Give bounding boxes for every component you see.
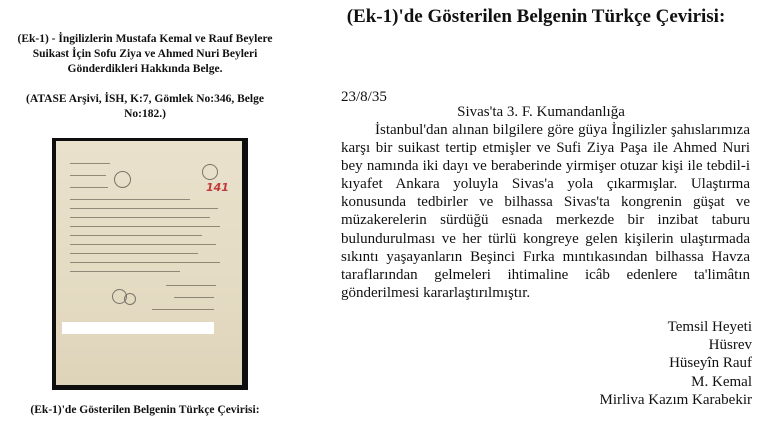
signature-line: Temsil Heyeti: [667, 319, 752, 335]
handwriting-line: [70, 187, 108, 188]
seal-stamp: [202, 164, 218, 180]
document-caption: (Ek-1) - İngilizlerin Mustafa Kemal ve Rauf Beylere Suikast İçin Sofu Ziya ve Ahmed Nuri Beyleri Gönderdikleri Hakkında Belge.: [17, 33, 273, 75]
handwriting-line: [70, 262, 220, 263]
handwriting-line: [70, 208, 218, 209]
handwriting-line: [174, 297, 214, 298]
archival-document-image: [52, 138, 248, 390]
handwriting-line: [70, 199, 190, 200]
red-archive-number: 141: [206, 181, 229, 194]
handwriting-line: [70, 235, 202, 236]
signature-block: [560, 318, 752, 409]
letter-date: 23/8/35: [341, 89, 387, 105]
handwriting-line: [152, 309, 214, 310]
translation-title: (Ek-1)'de Gösterilen Belgenin Türkçe Çevirisi:: [346, 6, 726, 27]
handwriting-line: [70, 253, 198, 254]
handwriting-line: [70, 217, 210, 218]
handwriting-line: [70, 244, 216, 245]
letter-addressee: Sivas'ta 3. F. Kumandanlığa: [457, 104, 625, 120]
seal-stamp: [124, 293, 136, 305]
archive-source: (ATASE Arşivi, İSH, K:7, Gömlek No:346, Belge No:182.): [26, 93, 264, 120]
signature-line: M. Kemal: [691, 373, 752, 390]
letter-body: İstanbul'dan alınan bilgilere göre güya İngilizler şahıslarımıza karşı bir suikast tertip etmişler ve Sufi Ziya Paşa ile Ahmed Nuri bey namında iki dayı ve beraberinde yirmişer otuzar kişi ile tebdil-i kıyafet Ankara yoluyla Sivas'a yola çıkarmışlar. Ulaştırma konusunda tedbirler ve bilhassa Sivas'ta kongrenin güşat ve müzakerelerin sürdüğü esnada merkezde bir inzibat taburu bulundurulması ve her türlü kongreye gelen kişilerin ulaştırmada sıkıntı yaşayanların Beşinci Fırka mıntıkasından bilhassa Havza taraflarından gelmeleri ihtimaline icâb edenlere ta'limâtın gönderilmesi kararlaştırılmıştır.: [341, 122, 750, 301]
handwriting-line: [70, 271, 180, 272]
handwriting-line: [166, 285, 216, 286]
document-paper: [56, 141, 242, 385]
signature-line: Hüseyîn Rauf: [669, 355, 752, 372]
handwriting-line: [70, 163, 110, 164]
seal-stamp: [114, 171, 131, 188]
signature-line: Hüsrev: [708, 337, 752, 354]
handwriting-line: [70, 175, 106, 176]
handwriting-line: [70, 226, 220, 227]
translation-footer: (Ek-1)'de Gösterilen Belgenin Türkçe Çevirisi:: [30, 404, 260, 416]
signature-line: Mirliva Kazım Karabekir: [599, 391, 752, 408]
redaction-bar: [62, 322, 214, 334]
